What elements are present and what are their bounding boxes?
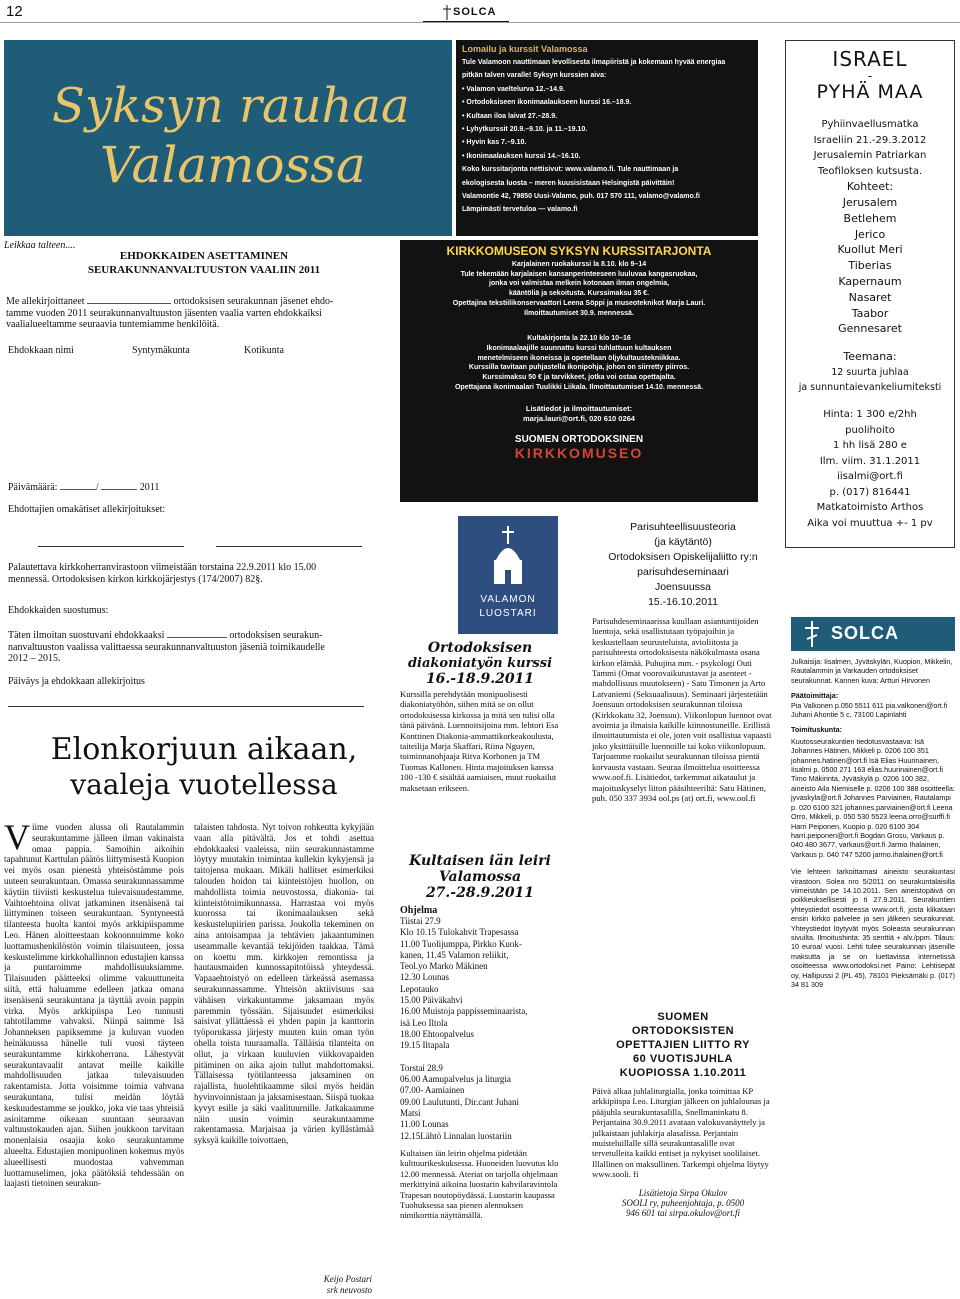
page-number: 12 bbox=[6, 3, 23, 20]
consent-2: nanvaltuuston vaalissa valittaessa seurakunnanvaltuuston jäseniä toimikaudelle bbox=[8, 641, 325, 653]
valamo-info-line: Lämpimästi tervetuloa — valamo.fi bbox=[462, 206, 578, 214]
leiri-program-line: 07.00- Aamiainen bbox=[400, 1085, 465, 1096]
form-intro bbox=[6, 296, 376, 331]
solca-info bbox=[791, 617, 955, 1297]
leiri-program-line: 11.00 Lounas bbox=[400, 1119, 449, 1130]
opettajat-title-line: OPETTAJIEN LIITTO RY bbox=[616, 1039, 750, 1051]
museum-title: KIRKKOMUSEON SYKSYN KURSSITARJONTA bbox=[446, 244, 712, 258]
luostari-name-1: VALAMON bbox=[480, 594, 536, 605]
leiri-program-line: Torstai 28.9 bbox=[400, 1062, 443, 1073]
leiri-program-line: 19.15 Iltapala bbox=[400, 1040, 450, 1051]
opettajat-title-line: 60 VUOTISJUHLA bbox=[633, 1053, 733, 1065]
museum-line: Kultakirjonta la 22.10 klo 10–16 bbox=[527, 335, 631, 343]
israel-lines bbox=[786, 117, 954, 179]
israel-price-line: Matkatoimisto Arthos bbox=[816, 502, 924, 514]
return-1: Palautettava kirkkoherranvirastoon viimeistään torstaina 22.9.2011 klo 15.00 bbox=[8, 562, 317, 573]
israel-price-line: puolihoito bbox=[845, 424, 895, 436]
valamo-info-lines bbox=[462, 56, 752, 217]
leiri-program-label: Ohjelma bbox=[400, 905, 438, 916]
israel-subtitle: PYHÄ MAA bbox=[816, 81, 924, 103]
opettajat-title-line: ORTODOKSISTEN bbox=[631, 1025, 735, 1037]
consent-3: 2012 – 2015. bbox=[8, 653, 61, 665]
leiri-program-line: 06.00 Aamupalvelus ja liturgia bbox=[400, 1074, 511, 1085]
solca-staff: Kuutosseurakuntien tiedotusvastaava: Isä Johannes Hätinen, Mikkeli p. 0206 100 351 johannes.hatinen@ort.fi Isä Elias Huurinainen, Iisalmi p. 0500 271 163 elias.huurinainen@ort.fi Timo Mäkirinta, Jyväskylä p. 0206 100 382, aineisto Aila Niemiselle p. 0206 100 388 osoitteella: jyvaskyla@ort.fi Johannes Parviainen, Rautalampi p. 020 6100 321 johannes.parviainen@ort.fi Leena Orro, Mikkeli, p. 050 530 5523 leena.orro@surffi.fi Harri Peiponen, Kuopio p. 020 6100 304 harri.peiponen@ort.fi Bogdan Grosu, Varkaus p. 040 480 3677, varkaus@ort.fi Jarmo Ihalainen, Varkaus p. 040 747 5200 jarmo.ihalainen@ort.fi bbox=[791, 736, 955, 859]
church-dome-icon bbox=[458, 516, 558, 596]
intro-blank[interactable] bbox=[87, 303, 171, 304]
museum-line: Lisätiedot ja ilmoittautumiset: bbox=[525, 404, 633, 414]
museum-line: Opettajina tekstiilikonservaattori Leena Söppi ja museoteknikot Marja Lauri. bbox=[452, 299, 706, 307]
article-title-1: Elonkorjuun aikaan, bbox=[50, 732, 358, 767]
israel-theme-line: ja sunnuntaievankeliumiteksti bbox=[798, 382, 942, 394]
consent-1a: Täten ilmoitan suostuvani ehdokkaaksi bbox=[8, 630, 165, 641]
consent-label: Ehdokkaiden suostumus: bbox=[8, 605, 109, 616]
museum-logo-1: SUOMEN ORTODOKSINEN bbox=[514, 434, 644, 446]
date-row: Päivämäärä: / 2011 bbox=[8, 482, 160, 493]
diakonia-title-2: diakoniatyön kurssi bbox=[407, 656, 553, 671]
valamo-info-line: • Ortodoksiseen ikonimaalaukseen kurssi 16.–18.9. bbox=[462, 99, 632, 107]
valamo-info-line: Koko kurssitarjonta nettisivut: www.valamo.fi. Tule nauttimaan ja bbox=[462, 166, 679, 174]
museum-line: marja.lauri@ort.fi, 020 610 0264 bbox=[523, 414, 635, 424]
valamo-info-heading: Lomailu ja kurssit Valamossa bbox=[462, 44, 588, 54]
article-col-2 bbox=[194, 822, 374, 1270]
israel-target: Jerusalem bbox=[842, 196, 898, 209]
israel-target: Kuollut Meri bbox=[837, 243, 903, 257]
solca-staff-label: Toimituskunta: bbox=[791, 725, 842, 735]
opettajat-anniversary bbox=[592, 1010, 774, 1218]
article-col-2-text: talaisten tahdosta. Nyt toivon rohkeutta kykyjään vaan alla pitävältä. Jos et tohdi asettua ehdokkaaksi vaaleissa, niin seurakunnastamme löytyy muutakin toimintaa kullekin kykyjensä ja taitojensa mukaan. Mikäli hallitset esimerkiksi talouden hoidon tai kiinteistöjen huollon, on mahdollista toimia neuvostossa, diakonia- tai kiinteistötoimikunnassa. Harrastaa voi myös kuorossa tai ikonimaalauksen sekä keskustelupiirien parissa. Joukolla tekeminen on aina antoisampaa ja tehtävien jakaantuminen useammalle kevantää tekijöiden taakkaa. Tämä on koettu mm. kirkkojen remontissa ja hautausmaiden kunnossapitotöissä yhteydessä. Vapaaehtoistyö on edelleen tärkeässä asemassa seurakunnassamme. Yhteisön aktiivisuus saa vähäisen virkakuntamme jaksamaan myös paremmin työssään. Sijaisuudet esimerkiksi saisivat yllättäessä ei yhden papin ja kanttorin työporukassa järjesty muuten kuin oman työn ohella toista tuuraamalla. Tälläisia tilanteita on ollut, ja virkaan kuuluvien viikkovapaiden pitäminen on aika ajoin tullut mahdottomaksi. Tällaisessa työtilanteessa jaksaminen on rajallista, huolehtikaamme siksi myös heidän hyvinvoinnistaan ja jaksamisestaan. Siispä tuokaa kyvyt esille ja säki vaalituurnille. Jatkakaamme näin uusin voimin seurakuntaamme rakentamassa. Marjaisaa ja värien kyllästämää syksyä kaikille toivottaen, bbox=[194, 822, 374, 1146]
opettajat-sig-1: Lisätietoja Sirpa Okulov bbox=[638, 1187, 728, 1198]
diakonia-title-1: Ortodoksisen bbox=[427, 640, 533, 656]
parisuhde-title bbox=[592, 520, 774, 610]
parisuhde-title-line: parisuhdeseminaari bbox=[637, 566, 729, 578]
valamo-info-line: pitkän talven varalle! Syksyn kurssien aiva: bbox=[462, 72, 607, 80]
parisuhde-seminar bbox=[592, 520, 774, 803]
date-label: Päivämäärä: bbox=[8, 482, 58, 493]
museum-course-1 bbox=[404, 260, 754, 318]
valamo-info-line: • Lyhytkurssit 20.9.–9.10. ja 11.–19.10. bbox=[462, 126, 588, 134]
col-birth: Syntymäkunta bbox=[132, 345, 190, 356]
museum-line: jonka voi valmistaa melkein kotonaan ilman ongelmia, bbox=[488, 280, 670, 288]
israel-price-line: 1 hh lisä 280 e bbox=[833, 440, 907, 452]
valamo-info-line: Tule Valamoon nauttimaan levollisesta ilmapiiristä ja kokemaan hyvää energiaa bbox=[462, 59, 726, 66]
israel-theme-line: 12 suurta juhlaa bbox=[831, 367, 909, 379]
leiri-title-1: Kultaisen iän leiri bbox=[409, 853, 551, 869]
article-col-1 bbox=[4, 822, 184, 1292]
signer-line-2[interactable] bbox=[216, 546, 362, 547]
israel-price bbox=[786, 407, 954, 531]
valamo-info-line: • Ikonimaalauksen kurssi 14.–16.10. bbox=[462, 152, 581, 160]
israel-target: Gennesaret bbox=[838, 322, 902, 336]
israel-targets-label: Kohteet: bbox=[846, 180, 894, 193]
leiri-program-line: isä Leo Iltola bbox=[400, 1017, 448, 1028]
parisuhde-title-line: Joensuussa bbox=[654, 581, 712, 593]
leiri-program-line bbox=[400, 1052, 560, 1063]
date-month-blank[interactable] bbox=[101, 489, 137, 490]
leiri-program-line: Teol.yo Marko Mäkinen bbox=[400, 961, 488, 972]
israel-line: Israeliin 21.-29.3.2012 bbox=[813, 134, 927, 146]
israel-targets bbox=[786, 195, 954, 337]
sign-line[interactable] bbox=[8, 706, 364, 707]
museum-line: Karjalainen ruokakurssi la 8.10. klo 9–14 bbox=[511, 261, 647, 268]
solca-logo-text: SOLCA bbox=[831, 623, 899, 643]
article-title-2: vaaleja vuotellessa bbox=[70, 768, 338, 801]
israel-target: Betlehem bbox=[843, 211, 897, 225]
signer-line-1[interactable] bbox=[38, 546, 184, 547]
museum-line: Ikonimaalaajille suunnattu kurssi tuhlattuun kultauksen bbox=[486, 344, 672, 352]
israel-price-line: Aika voi muuttua +- 1 pv bbox=[807, 517, 933, 529]
intro-a: Me allekirjoittaneet bbox=[6, 296, 85, 307]
israel-line: Pyhiinvaellusmatka bbox=[821, 119, 919, 130]
consent-text bbox=[8, 630, 388, 665]
israel-price-line: Hinta: 1 300 e/2hh bbox=[823, 409, 917, 421]
parisuhde-title-line: 15.-16.10.2011 bbox=[648, 596, 718, 608]
leiri-program-line: 18.00 Ehtoopalvelus bbox=[400, 1028, 474, 1039]
israel-target: Taabor bbox=[851, 306, 889, 320]
israel-target: Kapernaum bbox=[838, 274, 902, 288]
museum-ad[interactable] bbox=[400, 240, 758, 502]
article bbox=[4, 730, 378, 1296]
leiri-program-line: 12.15Lähtö Linnalan luostariin bbox=[400, 1130, 512, 1141]
parisuhde-title-line: Ortodoksisen Opiskelijaliitto ry:n bbox=[608, 551, 758, 563]
opettajat-title-line: KUOPIOSSA 1.10.2011 bbox=[619, 1067, 747, 1079]
valamo-info-line: • Valamon vaeltelurva 12.–14.9. bbox=[462, 85, 565, 93]
opettajat-sig-2: SOOLI ry, puheenjohtaja, p. 0500 bbox=[621, 1197, 745, 1208]
header-rule bbox=[0, 22, 960, 23]
valamo-info-line: Valamontie 42, 79850 Uusi-Valamo, puh. 017 570 111, valamo@valamo.fi bbox=[462, 193, 700, 201]
israel-box bbox=[785, 40, 955, 548]
solca-editor: Pia Valkonen p.050 5511 611 pia.valkonen@ort.fi Juhani Ahontie 5 c, 73100 Lapinlahti bbox=[791, 700, 948, 720]
intro-d: vaalialueeltamme seuraavia tuntemiamme henkilöitä. bbox=[6, 319, 220, 331]
article-sig-2: srk neuvosto bbox=[326, 1285, 372, 1295]
museum-line: Kurssimaksu 50 € ja tarvikkeet, jotka voi ostaa opettajalta. bbox=[482, 374, 676, 382]
article-col-1-text: iime vuoden alussa oli Rautalammin seurakuntamme jälleen ilman vakinaista omaa pappia. Samoihin aikoihin tapahtunut Karttulan päätös liittymisestä Kuopion vei myös osan pienestä yhteisöstämme pois uuteen seurakuntaan. Omassa seurakunnassamme käytiin tiiviisti keskustelua tulevaisuudestamme. Vaihtoehtoina olivat jatkaminen itsenäisenä tai liittyminen toiseen seurakuntaan. Syntyneestä tilanteesta huolta kantoi myös arkkipiispamme Leo. Hänen aloitteestaan kokoonnuimme koko luottamushenkilöstön voimin tilaisuuteen, jossa keskustelimme kirkkohallinnon edustajien kanssa ja puntaroimme mahdollisuuksiamme. Tilaisuuden päätteeksi olimme vakuuttuneita siitä, että haluamme edelleen jatkaa omana itsenäisenä seurakuntana ja täyttää avoin pappin virka. Myös arkkipiispa Leo tunnusti tahtotilamme vahvaksi. Niinpä saimme Isä Johanneksen papiksemme ja kuluvan vuoden heinäkuussa hänelle tuli vuosi täyteen seurakuntamme kirkkoherrana. Lähestyvät seurakuntavaalit antavat meille kaikille mahdollisuuden jatkaa tulevaisuuden rakentamista. Jotta voisimme toimia vahvana seurakuntana, tulisi meidän löytää keskuudestamme se joukko, joka vie taas yhteisiä asioitamme oikeaan suuntaan seuraavan valtuustokauden ajan. Siihen joukkoon tarvitaan monenlaisia osaajia koko seurakuntamme alueelta. Edustajien monipuolinen kokemus myös alueellisesti muodostaa vahvemman luottamuselimen, joka päätöksiä tehdessään on laajasti tietoinen seurakun- bbox=[4, 822, 184, 1189]
parisuhde-body: Parisuhdeseminaarissa kuullaan asiantuntijoiden luentoja, sekä osallistutaan työpajoihin ja keskustellaan seurusteluista, avioliitosta ja parisuhteesta ortodoksisesta näkökulmasta osana kirkon elämää. Puhujina mm. - psykologi Outi Tammi (Omat voorovaikutustavat ja asenteet - mahdollisuus muutokseen) - Satu Timonen ja Arto Latvaniemi (Seksuaalisuus). Seminaari järjestetään Joensuun ortodoksisen seurakunnan tiloissa (Kirkkokatu 32, Joensuu). Viikonlopun luennot ovat avoimia ja ilmaisia kaikille kiinnostuneille. Erillistä ilmoittautumista ei ole, joten voit osallistua vapaasti joko yksittäisille luennoille tai koko viikonlopuun. Tarjoamme ruokailut seurakunnan tiloissa pientä korvausta vastaan. Seuraa ilmoittelua osoitteessa www.oof.fi. Lisätiedot, tarkemmat aikataulut ja majoituskyselyt liiton pääsihteeriltä: Satu Hätinen, puh. 050 337 3934 ool.ps (at) ort.fi, www.ool.fi bbox=[592, 616, 772, 803]
consent-1b: ortodoksisen seurakun- bbox=[229, 630, 323, 641]
leiri-program bbox=[400, 916, 560, 1142]
diakonia-body: Kurssilla perehdytään monipuolisesti diakoniatyöhön, siihen mitä se on ollut ortodoksisessa kirkossa ja mitä sen tulisi olla tänä päivänä. Luennoitsijoina mm. lehtori Esa Konttinen Diakonia-ammattikorkeakoulusta, taiteilija Marja Skaffari, Riina Nguyen, toiminnanohjaaja Ritva Korhonen ja TM Tuomas Kallonen. Hinta majoituksen kanssa 100 -130 € sisältää aamiaisen, muut ruokailut maksetaan erikseen. bbox=[400, 689, 559, 793]
israel-theme bbox=[786, 365, 954, 395]
intro-c: tamme vuoden 2011 seurakunnanvaltuuston jäsenten vaalia varten ehdokkaiksi bbox=[6, 307, 322, 319]
valamo-info-line: ekologisesta luosta – meren kuusisistaan Helsingistä päivittäin! bbox=[462, 179, 675, 187]
opettajat-sig-3: 946 601 tai sirpa.okulov@ort.fi bbox=[625, 1207, 741, 1218]
valamo-info-line: • Hyvin kas 7.–9.10. bbox=[462, 139, 527, 147]
leiri-title-2: Valamossa bbox=[438, 869, 522, 885]
museum-contact bbox=[404, 404, 754, 424]
leiri-program-line: Tiistai 27.9 bbox=[400, 916, 441, 926]
leiri-body: Kultaisen iän leirin ohjelma pidetään kulttuurikeskuksessa. Huoneiden luovutus klo 12.00 mennessä. Ateriat on tarjolla ohjelmaan merkittyinä aikoina luostarin kahvilaravintola Trapesan noutopöydässä. Luostarin kaupassa Tuohuksessa saa pienen alennuksen nimikorttia näyttämällä. bbox=[400, 1147, 559, 1221]
parisuhde-title-line: Parisuhteellisuusteoria bbox=[630, 521, 736, 533]
valamo-title-1: Syksyn rauhaa bbox=[52, 78, 410, 134]
leiri-program-line: kanen, 11.45 Valamon reliikit, bbox=[400, 949, 509, 960]
return-2: mennessä. Ortodoksisen kirkon kirkkojärjestys (174/2007) 82§. bbox=[8, 574, 263, 585]
header-logo-text: SOLCA bbox=[453, 6, 497, 18]
museum-line: menetelmiseen ikoneissa ja opetellaan öljykultaustekniikkaa. bbox=[477, 354, 681, 362]
solca-publishers: Julkaisija: Iisalmen, Jyväskylän, Kuopion, Mikkelin, Rautalammin ja Varkauden ortodoksiset seurakunnat. Kannen kuva: Artturi Hirvonen bbox=[791, 657, 953, 685]
israel-price-line: Ilm. viim. 31.1.2011 bbox=[819, 455, 921, 467]
israel-target: Jerico bbox=[854, 227, 886, 241]
parisuhde-title-line: (ja käytäntö) bbox=[654, 536, 712, 548]
solca-footer: Vie lehteen tarkoittamasi aineisto seurakuntasi virastoon. Solea nro 5/2011 on seurakuntalaisilla viimeistään pe 14.10.2011. Sen aineistopäivä on poikkeuksellisesti jo ti 27.9.2011. Seurakuntien yhteystiedot osoitteessa www.ort.fi, josta klikataan ensin kirkko palvelee ja sen jälkeen seurakunnat. Yhteystiedot löytyvät myös Soleasta seurakunnan sivuilta. Ilmoitushinta: 35 senttiä + alv./ppm. Tilaus: 10 euroa/ vuosi. Lehti tulee seurakunnan jäsenille maksutta ja se on luettavissa internetissä osoitteessa www.ortodoksi.net Paino: Lehtisepät oy, Hallipussi 2 (PL 45), 78101 Pieksämäki p. (017) 34 81 309 bbox=[791, 867, 955, 989]
leiri-program-line: 16.00 Muistoja pappisseminaarista, bbox=[400, 1006, 528, 1017]
cut-label: Leikkaa talteen.... bbox=[4, 240, 76, 251]
form-title-1: EHDOKKAIDEN ASETTAMINEN bbox=[119, 250, 289, 262]
museum-line: kääntöliä ja sekoitusta. Kurssimaksu 35 €. bbox=[508, 290, 650, 298]
diakonia-course bbox=[400, 640, 560, 793]
form-title-2: SEURAKUNNANVALTUUSTON VAALIIN 2011 bbox=[87, 264, 321, 276]
election-form bbox=[4, 240, 394, 710]
valamo-info-line: • Kultaan iloa laivat 27.–28.9. bbox=[462, 112, 558, 120]
leiri-program-line: 11.00 Tuolijumppa, Pirkko Kuok- bbox=[400, 938, 522, 949]
article-dropcap: V bbox=[4, 822, 30, 857]
col-name: Ehdokkaan nimi bbox=[8, 345, 74, 356]
leiri-program-line: Matsi bbox=[400, 1108, 421, 1119]
museum-line: Kurssilla tavitaan puhjastella ikonipohja, johon on siirretty piirros. bbox=[468, 364, 690, 372]
diakonia-date: 16.-18.9.2011 bbox=[425, 671, 535, 687]
col-home: Kotikunta bbox=[244, 345, 284, 356]
intro-b: ortodoksisen seurakunnan jäsenet ehdo- bbox=[173, 296, 334, 307]
solca-logo bbox=[791, 617, 955, 651]
leiri-program-line: 09.00 Laulutunti, Dir.cant Juhani bbox=[400, 1096, 519, 1107]
leiri-program-line: Lepotauko bbox=[400, 983, 439, 994]
solca-editor-label: Päätoimittaja: bbox=[791, 691, 839, 701]
museum-course-2 bbox=[404, 334, 754, 392]
date-day-blank[interactable] bbox=[60, 489, 96, 490]
opettajat-title bbox=[592, 1010, 774, 1080]
opettajat-body: Päivä alkaa juhlaliturgialla, jonka toimittaa KP arkkipiispa Leo. Liturgian jälkeen on juhlalounas ja pääjuhla seurakuntasalilla, Snellmaninkatu 8. Perjantaina 30.9.2011 avataan valokuvanäyttely ja julkaistaan juhlakirja alasalissa. Perjantain muisteluillalle sillä seurakuntasalille ovat tervetulleita kaikki entiset ja nykyiset soolilaiset. Illallinen on maksullinen. Tarkempi ohjelma löytyy www.sooli. fi bbox=[592, 1086, 770, 1180]
article-sig-1: Keijo Postari bbox=[323, 1274, 372, 1284]
solca-details bbox=[791, 657, 955, 989]
valamo-luostari-logo bbox=[458, 516, 558, 634]
museum-logo-2: KIRKKOMUSEO bbox=[514, 445, 644, 462]
leiri-program-line: Klo 10.15 Tulokahvit Trapesassa bbox=[400, 927, 519, 938]
leiri-program-line: 15.00 Päiväkahvi bbox=[400, 995, 463, 1006]
israel-title: ISRAEL bbox=[832, 47, 908, 71]
opettajat-title-line: SUOMEN bbox=[657, 1011, 709, 1023]
leiri-program-line: 12.30 Lounas bbox=[400, 972, 449, 983]
israel-target: Tiberias bbox=[848, 259, 892, 273]
israel-dash: - bbox=[867, 69, 873, 83]
consent-blank[interactable] bbox=[167, 637, 227, 638]
israel-price-line: p. (017) 816441 bbox=[829, 486, 911, 498]
israel-line: Jerusalemin Patriarkan bbox=[813, 150, 927, 161]
israel-target: Nasaret bbox=[848, 290, 892, 304]
sign-label: Päiväys ja ehdokkaan allekirjoitus bbox=[8, 676, 145, 687]
valamo-ad[interactable] bbox=[4, 40, 452, 236]
israel-line: Teofiloksen kutsusta. bbox=[817, 165, 923, 177]
signers-label: Ehdottajien omakätiset allekirjoitukset: bbox=[8, 504, 166, 515]
luostari-name-2: LUOSTARI bbox=[479, 608, 537, 619]
leiri-date: 27.-28.9.2011 bbox=[425, 885, 535, 901]
museum-line: Ilmoittautumiset 30.9. mennessä. bbox=[524, 309, 634, 317]
museum-line: Tule tekemään karjalaisen kansanperinteeseen luuluvaa kangasruokaa, bbox=[460, 270, 698, 278]
valamo-title-2: Valamossa bbox=[100, 136, 366, 194]
israel-theme-label: Teemana: bbox=[843, 350, 897, 364]
leiri-course bbox=[400, 853, 560, 1221]
header-logo bbox=[423, 2, 509, 22]
valamo-ad-info bbox=[456, 40, 758, 236]
israel-price-line: iisalmi@ort.fi bbox=[837, 471, 903, 483]
cross-icon bbox=[797, 619, 827, 649]
museum-line: Opettajana ikonimaalari Tuulikki Liikala. Ilmoittautumiset 14.10. mennessä. bbox=[454, 383, 704, 391]
date-year: 2011 bbox=[139, 482, 160, 493]
